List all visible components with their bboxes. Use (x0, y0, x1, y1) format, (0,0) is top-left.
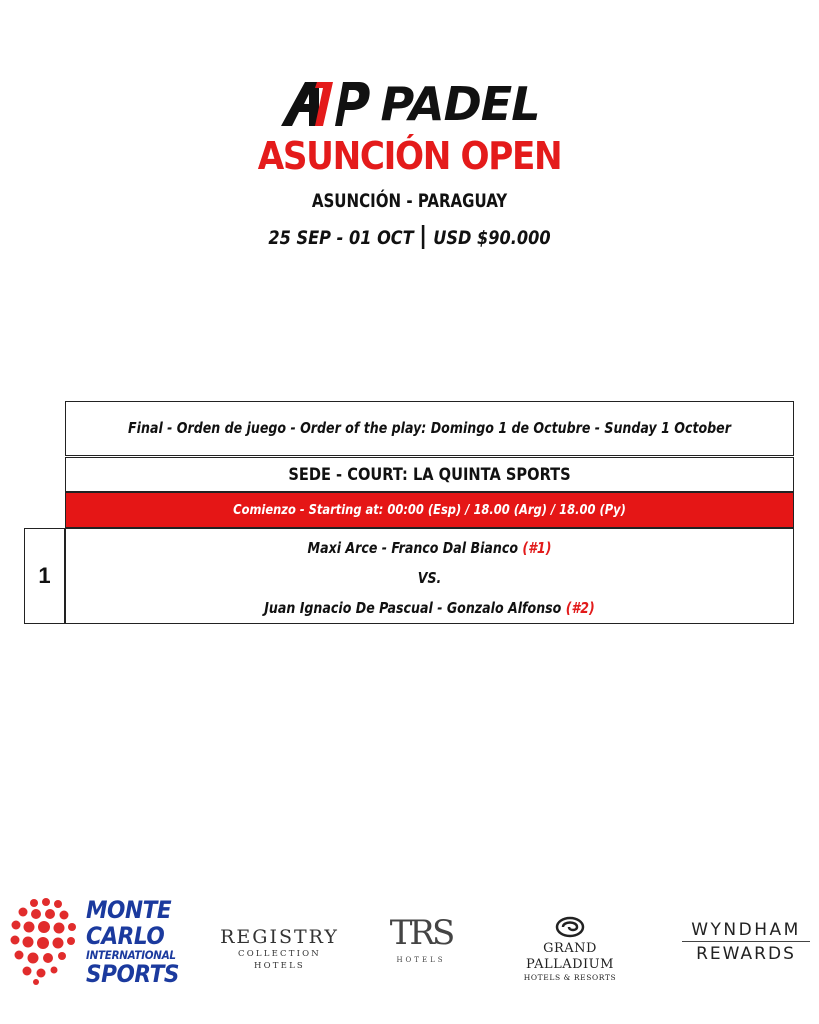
versus-label: VS. (417, 569, 442, 587)
event-dates: 25 SEP - 01 OCT (268, 227, 414, 249)
match-row (65, 528, 794, 624)
start-time: Comienzo - Starting at: 00:00 (Esp) / 18.00 (Arg) / 18.00 (Py) (233, 502, 626, 518)
wyndham-rewards-logo (678, 920, 814, 964)
team-1-players: Maxi Arce - Franco Dal Bianco (307, 539, 519, 557)
montecarlo-line-1: MONTE (86, 896, 172, 924)
team-1-seed: (#1) (522, 539, 552, 557)
court-name: SEDE - COURT: LA QUINTA SPORTS (288, 465, 571, 485)
wyndham-subtitle: REWARDS (696, 944, 796, 964)
start-time-bar (65, 492, 794, 528)
event-location: ASUNCIÓN - PARAGUAY (311, 190, 508, 212)
round-title-box (65, 401, 794, 456)
divider (422, 225, 425, 249)
event-prize: USD $90.000 (433, 227, 551, 249)
team-2-players: Juan Ignacio De Pascual - Gonzalo Alfonso (264, 599, 562, 617)
team-2 (124, 599, 735, 617)
palladium-name: GRAND PALLADIUM (526, 941, 614, 972)
wyndham-name: WYNDHAM (691, 920, 801, 940)
grand-palladium-logo (497, 916, 643, 983)
trs-subtitle: HOTELS (396, 956, 446, 964)
palladium-swirl-icon (555, 916, 585, 938)
team-2-seed: (#2) (565, 599, 595, 617)
apt-padel-logo (0, 78, 819, 130)
wyndham-divider (682, 941, 810, 942)
montecarlo-line-3: INTERNATIONAL (86, 948, 176, 962)
registry-subtitle: COLLECTION HOTELS (238, 949, 321, 971)
montecarlo-dots-icon (10, 897, 80, 985)
apt-logo-icon (279, 78, 371, 130)
trs-logo (389, 912, 453, 966)
match-number: 1 (38, 563, 51, 588)
court-box (65, 457, 794, 492)
event-title: ASUNCIÓN OPEN (257, 134, 562, 178)
logo-padel-text: PADEL (380, 77, 540, 131)
registry-logo (212, 926, 347, 972)
registry-name: REGISTRY (220, 926, 339, 948)
match-number-box (24, 528, 65, 624)
team-1 (124, 539, 735, 557)
round-title: Final - Orden de juego - Order of the play: Domingo 1 de Octubre - Sunday 1 October (128, 419, 731, 437)
event-dates-prize (61, 225, 757, 249)
montecarlo-line-4: SPORTS (86, 960, 180, 988)
montecarlo-logo (86, 896, 180, 988)
montecarlo-line-2: CARLO (86, 922, 165, 950)
palladium-subtitle: HOTELS & RESORTS (523, 973, 617, 982)
trs-name: TRS (389, 913, 453, 953)
